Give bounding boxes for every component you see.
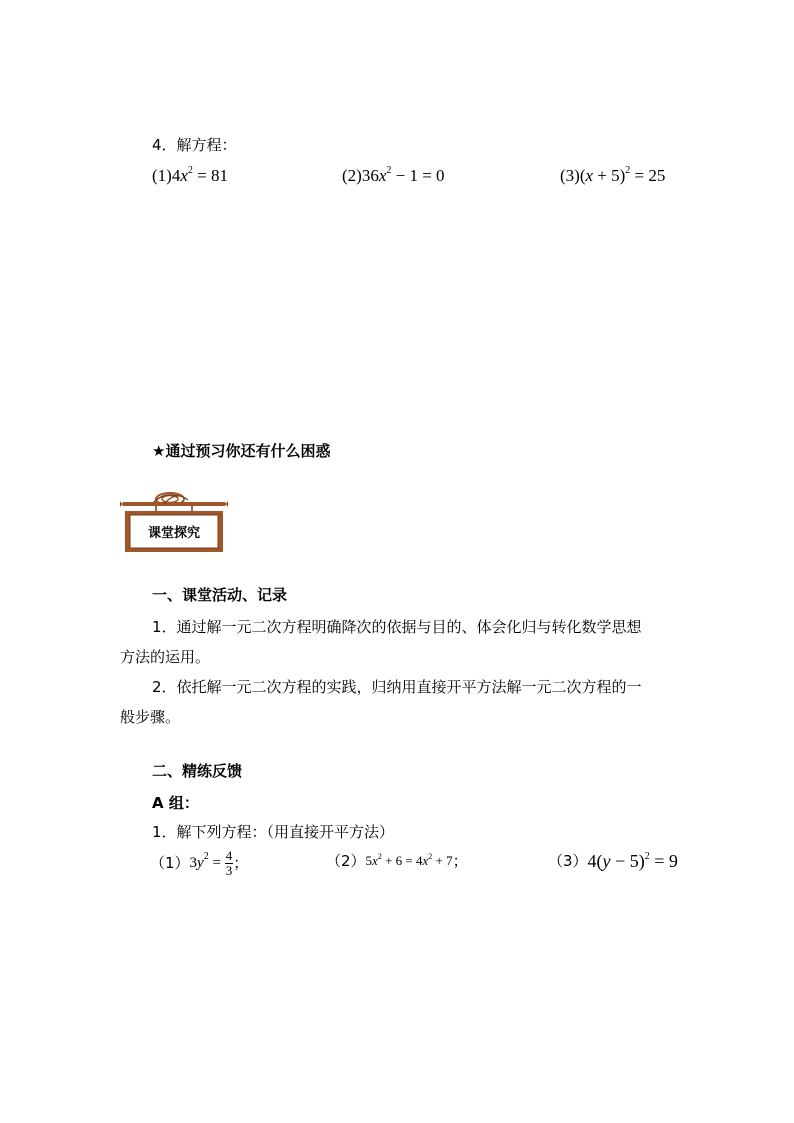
group-a-label: A 组： <box>152 794 199 812</box>
classroom-explore-badge <box>120 490 228 554</box>
q4-title: 4．解方程： <box>152 136 237 154</box>
q4-equation-2: $(2)36x^2 - 1 = 0$ <box>342 165 445 185</box>
section1-item2-line2: 般步骤。 <box>120 708 181 726</box>
problem-1-equation: $3y^2$ = $\frac{4}{3}$ <box>189 847 233 878</box>
problem-2-equation: $5x^2 + 6 = 4x^2 + 7$ <box>365 852 453 868</box>
section1-item1-line2: 方法的运用。 <box>120 648 211 666</box>
section1-heading: 一、课堂活动、记录 <box>152 586 288 604</box>
fraction: $\frac{4}{3}$ <box>225 847 233 878</box>
section1-item1-line1: 1．通过解一元二次方程明确降次的依据与目的、体会化归与转化数学思想 <box>152 618 642 636</box>
q4-equation-3: $(3)(x + 5)^2 = 25$ <box>560 165 666 185</box>
problem-2 <box>326 846 468 876</box>
badge-label: 课堂探究 <box>147 526 200 541</box>
problem-1-label: （1） <box>150 854 190 872</box>
problem-2-end: ； <box>452 852 468 870</box>
problem-3-equation: $4(y - 5)^2 = 9$ <box>587 851 678 871</box>
section2-heading: 二、精练反馈 <box>152 762 243 780</box>
confusion-prompt: ★通过预习你还有什么困惑 <box>152 442 331 460</box>
problem-1-end: ； <box>233 854 249 872</box>
problem-3-label: （3） <box>548 852 588 870</box>
problem-3 <box>548 846 678 876</box>
problem-1 <box>150 846 248 880</box>
problem-2-label: （2） <box>326 852 366 870</box>
section2-question: 1．解下列方程：（用直接开平方法） <box>152 823 395 841</box>
section1-item2-line1: 2．依托解一元二次方程的实践，归纳用直接开平方法解一元二次方程的一 <box>152 678 642 696</box>
q4-equation-1: $(1)4x^2 = 81$ <box>152 165 228 185</box>
